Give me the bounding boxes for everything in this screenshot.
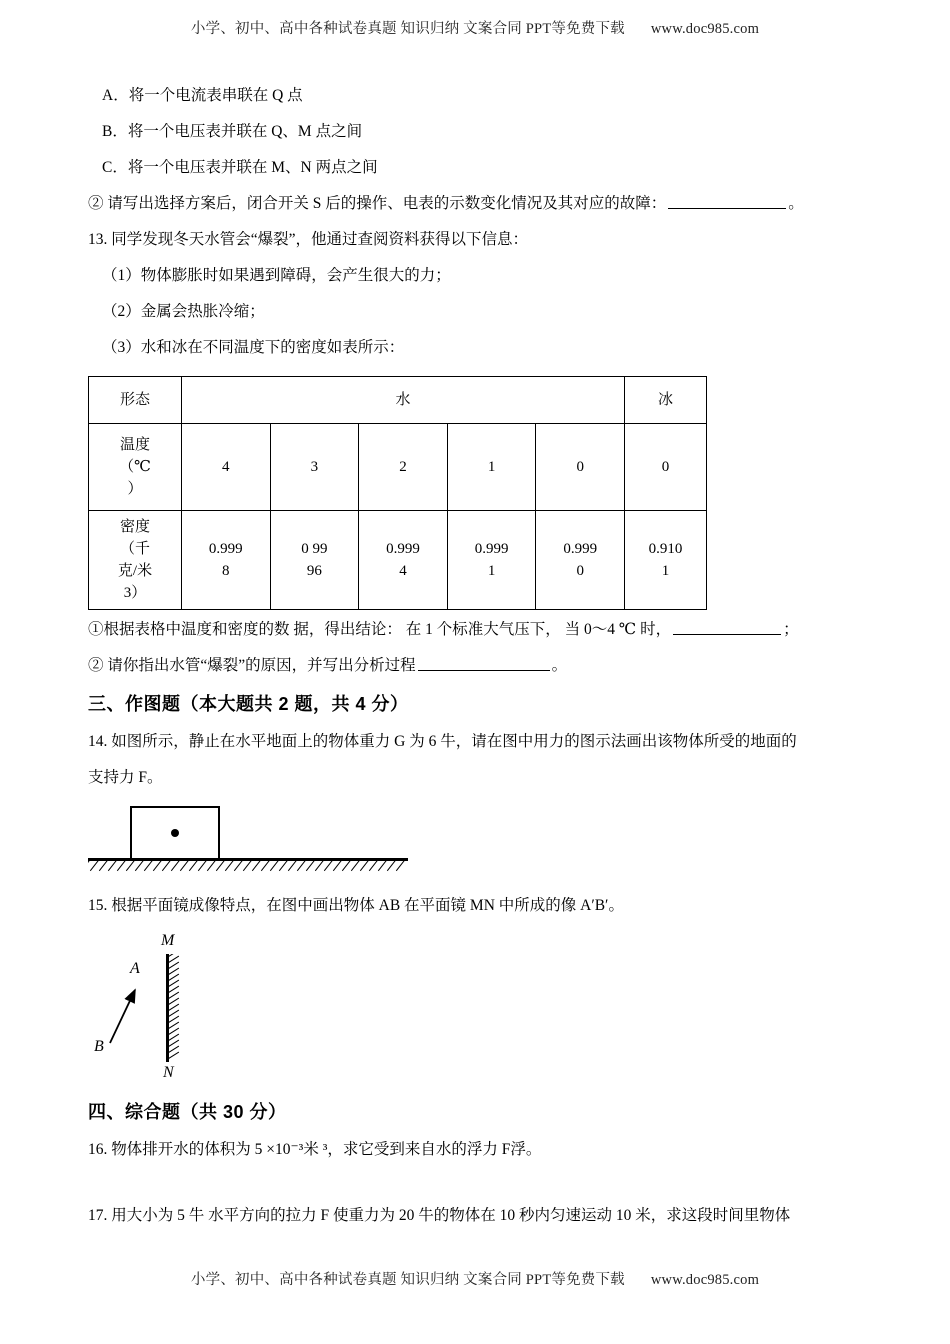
section-4-title: 四、综合题（共 30 分）	[88, 1102, 287, 1122]
figure-plane-mirror	[88, 930, 388, 1092]
cell-state-water: 水	[182, 377, 625, 424]
temp-label-line: （℃	[119, 459, 151, 475]
q12-part2-prefix: ② 请写出选择方案后，闭合开关 S 后的操作、电表的示数变化情况及其对应的故障：	[88, 195, 667, 212]
cell-density-ice	[625, 511, 707, 610]
density-part: 0.999	[474, 541, 509, 557]
dens-label-line: 克/米	[117, 563, 153, 579]
answer-blank[interactable]	[668, 195, 786, 209]
q17-stem: 17. 用大小为 5 牛 水平方向的拉力 F 使重力为 20 牛的物体在 10 秒内匀速运动 10 米，求这段时间里物体	[88, 1207, 791, 1224]
q13-sub2	[88, 648, 878, 684]
density-part: 1	[487, 563, 496, 579]
q15-stem: 15. 根据平面镜成像特点，在图中画出物体 AB 在平面镜 MN 中所成的像 A′B′。	[88, 897, 624, 914]
q14-line-2: 支持力 F。	[88, 769, 163, 786]
dens-label-line: （千	[119, 541, 150, 557]
cell-temp-3: 1	[447, 424, 536, 511]
q13-sub2-prefix: ② 请你指出水管“爆裂”的原因，并写出分析过程	[88, 657, 416, 674]
table-row	[89, 511, 707, 610]
page-content	[88, 78, 878, 1234]
q13-info-2: （2）金属会热胀冷缩；	[102, 303, 265, 320]
footer-url: www.doc985.com	[650, 1272, 760, 1288]
choice-b: B．将一个电压表并联在 Q、M 点之间	[102, 123, 363, 140]
q13-sub1	[88, 612, 878, 648]
table-row	[89, 377, 707, 424]
q14-line-1: 14. 如图所示，静止在水平地面上的物体重力 G 为 6 牛，请在图中用力的图示法画出该物体所受的地面的	[88, 733, 797, 750]
section-3-title: 三、作图题（本大题共 2 题，共 4 分）	[88, 694, 409, 714]
density-part: 0.999	[563, 541, 598, 557]
answer-blank[interactable]	[418, 657, 550, 671]
mirror-label-n: N	[163, 1064, 174, 1081]
q16-stem: 16. 物体排开水的体积为 5 ×10⁻³米 ³，求它受到来自水的浮力 F浮。	[88, 1141, 542, 1158]
q12-part2	[88, 186, 878, 222]
q13-sub1-suffix: ；	[783, 621, 799, 638]
cell-temp-2: 2	[359, 424, 448, 511]
header-text: 小学、初中、高中各种试卷真题 知识归纳 文案合同 PPT等免费下载	[190, 21, 625, 37]
density-part: 0 99	[301, 541, 328, 557]
answer-blank[interactable]	[673, 621, 781, 635]
density-part: 1	[661, 563, 670, 579]
page-header	[0, 17, 950, 38]
cell-temp-1: 3	[270, 424, 359, 511]
cell-state-label: 形态	[89, 377, 182, 424]
cell-temp-ice: 0	[625, 424, 707, 511]
cell-density-1	[270, 511, 359, 610]
header-url: www.doc985.com	[650, 21, 760, 37]
ground-hatching	[88, 860, 408, 872]
density-part: 0.999	[386, 541, 420, 557]
cell-density-label	[89, 511, 182, 610]
hatch-tick	[396, 860, 406, 871]
mirror-label-m: M	[161, 932, 175, 949]
density-part: 0	[576, 563, 584, 579]
object-label-a: A	[130, 960, 140, 977]
cell-state-ice: 冰	[625, 377, 707, 424]
q13-sub1-prefix: ①根据表格中温度和密度的数 据，得出结论： 在 1 个标准大气压下， 当 0～4 ℃ 时，	[88, 621, 672, 638]
density-part: 4	[399, 563, 407, 579]
density-part: 96	[306, 563, 322, 579]
object-arrow-ab	[88, 930, 388, 1092]
cell-temp-4: 0	[536, 424, 625, 511]
figure-block-on-ground	[88, 802, 518, 888]
q13-sub2-suffix: 。	[551, 657, 568, 674]
page-footer	[0, 1268, 950, 1289]
object-label-b: B	[94, 1038, 104, 1055]
block-center-dot	[171, 829, 179, 837]
cell-density-4	[536, 511, 625, 610]
q13-info-1: （1）物体膨胀时如果遇到障碍，会产生很大的力；	[102, 267, 451, 284]
temp-label-line: 温度	[119, 437, 150, 453]
cell-temp-label	[89, 424, 182, 511]
density-table	[88, 376, 707, 610]
choice-c: C．将一个电压表并联在 M、N 两点之间	[102, 159, 378, 176]
density-part: 0.910	[648, 541, 683, 557]
cell-temp-0: 4	[182, 424, 271, 511]
cell-density-2	[359, 511, 448, 610]
table-row	[89, 424, 707, 511]
q13-info-3: （3）水和冰在不同温度下的密度如表所示：	[102, 339, 405, 356]
dens-label-line: 密度	[119, 519, 150, 535]
q12-part2-suffix: 。	[788, 195, 804, 212]
cell-density-3	[447, 511, 536, 610]
footer-text: 小学、初中、高中各种试卷真题 知识归纳 文案合同 PPT等免费下载	[190, 1272, 625, 1288]
density-part: 0.999	[208, 541, 243, 557]
choice-a: A．将一个电流表串联在 Q 点	[102, 87, 303, 104]
density-part: 8	[222, 563, 230, 579]
dens-label-line: 3）	[123, 585, 147, 601]
temp-label-line: ）	[127, 481, 143, 497]
q13-stem: 13. 同学发现冬天水管会“爆裂”，他通过查阅资料获得以下信息：	[88, 231, 529, 248]
cell-density-0	[182, 511, 271, 610]
